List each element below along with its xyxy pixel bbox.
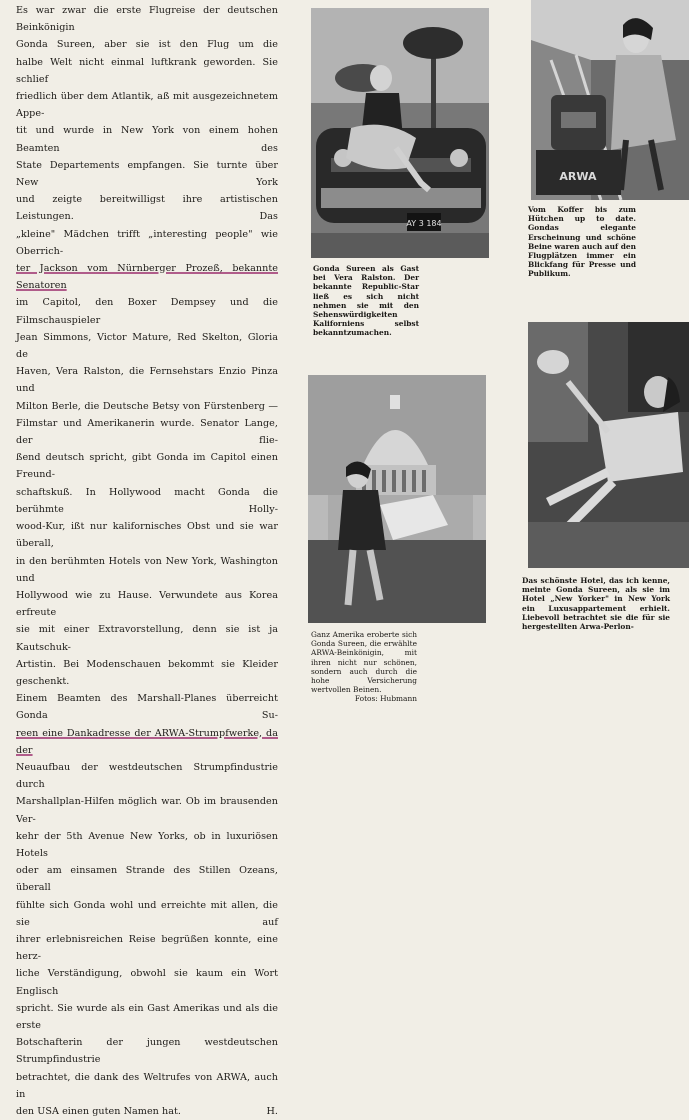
caption-car: Gonda Sureen als Gast bei Vera Ralston. Der bekannte Republic-Star ließ es sich nicht nehmen sie mit den Sehenswürdigkeiten Kaliforniens selbst bekanntzumachen. — [313, 264, 419, 338]
article-line: wood-Kur, ißt nur kalifornisches Obst und sie war überall, — [16, 521, 278, 550]
article-line: sie mit einer Extravorstellung, denn sie ist ja Kautschuk- — [16, 624, 278, 653]
article-line: im Capitol, den Boxer Dempsey und die Filmschauspieler — [16, 297, 278, 326]
article-line: Es war zwar die erste Flugreise der deutschen Beinkönigin — [16, 5, 278, 34]
article-line: oder am einsamen Strande des Stillen Ozeans, überall — [16, 865, 278, 894]
caption-suitcase: Vom Koffer bis zum Hütchen up to date. Gondas elegante Erscheinung und schöne Beine waren auch auf den Flugplätzen immer ein Blickfang für Presse und Publikum. — [528, 205, 636, 279]
article-body — [16, 2, 278, 1120]
photo-suitcase-airport — [531, 0, 689, 200]
article-line: tit und wurde in New York von einem hohen Beamten des — [16, 125, 278, 154]
article-line: ihrer erlebnisreichen Reise begrüßen konnte, eine herz- — [16, 933, 278, 963]
article-line: betrachtet, die dank des Weltrufes von ARWA, auch in — [16, 1071, 278, 1100]
caption-hotel: Das schönste Hotel, das ich kenne, meinte Gonda Sureen, als sie im Hotel „New Yorker" in New York ein Luxusappartement erhielt. Liebevoll betrachtet sie die für sie hergestellten Arwa-Perlon- — [522, 576, 670, 632]
article-line: fühlte sich Gonda wohl und erreichte mit allen, die sie auf — [16, 899, 278, 928]
article-signature: H. — [266, 1106, 278, 1117]
article-line: spricht. Sie wurde als ein Gast Amerikas und als die erste — [16, 1002, 278, 1031]
article-line: Milton Berle, die Deutsche Betsy von Fürstenberg — — [16, 400, 278, 412]
article-line: schaftskuß. In Hollywood macht Gonda die berühmte Holly- — [16, 486, 278, 515]
article-line: Hollywood wie zu Hause. Verwundete aus Korea erfreute — [16, 589, 278, 619]
article-line: liche Verständigung, obwohl sie kaum ein Wort Englisch — [16, 968, 278, 997]
article-line: kehr der 5th Avenue New Yorks, ob in luxuriösen Hotels — [16, 830, 278, 859]
article-line: Einem Beamten des Marshall-Planes überreicht Gonda Su- — [16, 693, 278, 722]
article-line: Artistin. Bei Modenschauen bekommt sie Kleider geschenkt. — [16, 658, 278, 687]
article-line: Marshallplan-Hilfen möglich war. Ob im brausenden Ver- — [16, 796, 278, 825]
article-line: reen eine Dankadresse der ARWA-Strumpfwerke, da der — [16, 727, 278, 756]
luggage-label-text: ARWA — [559, 170, 597, 183]
photo-car-vera-ralston — [311, 8, 489, 258]
article-line: den USA einen guten Namen hat. H. — [16, 1103, 278, 1120]
article-line: Botschafterin der jungen westdeutschen Strumpfindustrie — [16, 1037, 278, 1066]
photo-hotel-new-yorker — [528, 322, 689, 568]
article-line: und zeigte bereitwilligst ihre artistischen Leistungen. Das — [16, 194, 278, 223]
license-plate-text: AY 3 184 — [406, 219, 442, 228]
article-line: Gonda Sureen, aber sie ist den Flug um die — [16, 39, 278, 51]
caption-capitol — [311, 630, 417, 704]
article-line: Haven, Vera Ralston, die Fernsehstars Enzio Pinza und — [16, 366, 278, 395]
article-line: Neuaufbau der westdeutschen Strumpfindustrie durch — [16, 761, 278, 791]
article-line: ßend deutsch spricht, gibt Gonda im Capitol einen Freund- — [16, 452, 278, 481]
article-line: Jean Simmons, Victor Mature, Red Skelton, Gloria de — [16, 331, 278, 361]
article-line: halbe Welt nicht einmal luftkrank geworden. Sie schlief — [16, 56, 278, 85]
article-line: friedlich über dem Atlantik, aß mit ausgezeichnetem Appe- — [16, 91, 278, 120]
caption-capitol-text: Ganz Amerika eroberte sich Gonda Sureen, die erwählte ARWA-Beinkönigin, mit ihren nicht nur schönen, sondern auch durch die hohe Versicherung wertvollen Beinen. — [311, 630, 417, 695]
article-line: „kleine" Mädchen trifft „interesting people" wie Oberrich- — [16, 228, 278, 257]
article-line: State Departements empfangen. Sie turnte über New York — [16, 159, 278, 189]
article-line: in den berühmten Hotels von New York, Washington und — [16, 555, 278, 584]
article-line: Filmstar und Amerikanerin wurde. Senator Lange, der flie- — [16, 417, 278, 447]
photo-capitol — [308, 375, 486, 623]
article-line: ter Jackson vom Nürnberger Prozeß, bekannte Senatoren — [16, 263, 278, 292]
photo-credit: Fotos: Hubmann — [354, 694, 417, 704]
